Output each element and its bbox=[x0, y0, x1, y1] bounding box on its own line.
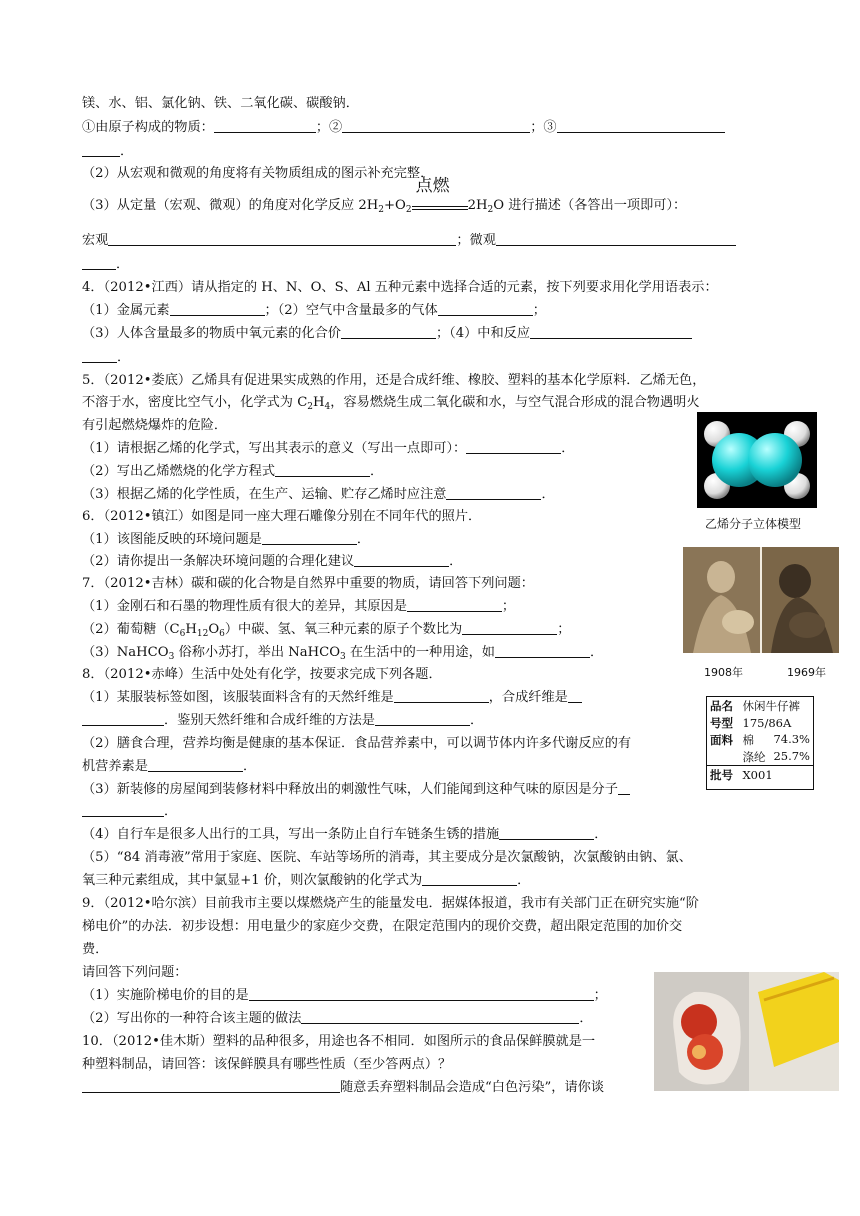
text-line bbox=[82, 440, 574, 457]
ethylene-molecule-icon bbox=[697, 412, 817, 508]
plastic-wrap-image bbox=[654, 972, 839, 1091]
fabric-percent: 25.7% bbox=[773, 748, 810, 763]
text: ，容易燃烧生成二氧化碳和水，与空气混合形成的混合物遇明火 bbox=[330, 395, 700, 410]
ethylene-caption: 乙烯分子立体模型 bbox=[705, 517, 802, 531]
answer-blank[interactable] bbox=[462, 621, 557, 635]
text-line: （2）膳食合理，营养均衡是健康的基本保证．食品营养素中，可以调节体内许多代谢反应的有 bbox=[82, 736, 632, 751]
text: 俗称小苏打，举出 NaHCO bbox=[174, 645, 340, 660]
answer-blank[interactable] bbox=[262, 531, 357, 545]
label-row bbox=[707, 731, 813, 748]
text: ； bbox=[501, 599, 516, 614]
text-line bbox=[82, 621, 570, 638]
text-line bbox=[82, 119, 725, 136]
answer-blank[interactable] bbox=[170, 302, 265, 316]
answer-blank[interactable] bbox=[82, 256, 116, 270]
subscript: 2 bbox=[307, 402, 314, 412]
text-line bbox=[82, 176, 687, 215]
text: ①由原子构成的物质： bbox=[82, 120, 214, 135]
text-line bbox=[82, 987, 607, 1004]
answer-blank[interactable] bbox=[108, 232, 456, 246]
answer-blank[interactable] bbox=[301, 1010, 579, 1024]
text: ． bbox=[590, 645, 604, 660]
text: （3）新装修的房屋闻到装修材料中释放出的刺激性气味，人们能闻到这种气味的原因是分子 bbox=[82, 782, 618, 797]
text: ；（4）中和反应 bbox=[435, 326, 531, 341]
answer-blank[interactable] bbox=[394, 689, 489, 703]
text-line bbox=[82, 872, 530, 889]
answer-blank[interactable] bbox=[375, 712, 470, 726]
question-5-stem: 5．（2012•娄底）乙烯具有促进果实成熟的作用，还是合成纤维、橡胶、塑料的基本化学原料．乙烯无色， bbox=[82, 373, 706, 388]
answer-blank[interactable] bbox=[499, 826, 594, 840]
text: （3）根据乙烯的化学性质，在生产、运输、贮存乙烯时应注意 bbox=[82, 487, 447, 502]
equal-sign bbox=[412, 206, 468, 210]
text: ；③ bbox=[530, 120, 557, 135]
answer-blank[interactable] bbox=[422, 872, 517, 886]
text: 宏观 bbox=[82, 233, 109, 248]
text: （2）请你提出一条解决环境问题的合理化建议 bbox=[82, 554, 355, 569]
text: （3）从定量（宏观、微观）的角度对化学反应 2H bbox=[82, 198, 379, 213]
text-line bbox=[82, 394, 700, 411]
text-line bbox=[82, 553, 462, 570]
text-line: （5）“84 消毒液”常用于家庭、医院、车站等场所的消毒，其主要成分是次氯酸钠，次氯酸钠由钠、氯、 bbox=[82, 850, 692, 865]
statue-year-right: 1969年 bbox=[787, 666, 826, 679]
fabric-name: 棉 bbox=[742, 732, 754, 747]
text-line bbox=[82, 531, 370, 548]
answer-blank[interactable] bbox=[275, 463, 370, 477]
text: ． bbox=[517, 873, 531, 888]
answer-blank[interactable] bbox=[407, 598, 502, 612]
text: （1）该图能反映的环境问题是 bbox=[82, 532, 262, 547]
text-line bbox=[82, 143, 133, 160]
text: 随意丢弃塑料制品会造成“白色污染”，请你谈 bbox=[340, 1080, 605, 1095]
text: ； bbox=[532, 303, 546, 318]
text: ． bbox=[579, 1011, 593, 1026]
label-key: 号型 bbox=[710, 715, 733, 730]
text-line: 费． bbox=[82, 942, 109, 957]
text: ；（2）空气中含量最多的气体 bbox=[264, 303, 438, 318]
answer-blank[interactable] bbox=[82, 349, 117, 363]
text: （2）写出你的一种符合该主题的做法 bbox=[82, 1011, 302, 1026]
text: （4）自行车是很多人出行的工具，写出一条防止自行车链条生锈的措施 bbox=[82, 827, 500, 842]
text: ． bbox=[164, 804, 178, 819]
text-line bbox=[82, 1010, 593, 1027]
answer-blank[interactable] bbox=[214, 119, 316, 133]
text-line bbox=[82, 712, 483, 729]
answer-blank[interactable] bbox=[82, 712, 164, 726]
question-9-stem: 9．（2012•哈尔滨）目前我市主要以煤燃烧产生的能量发电．据媒体报道，我市有关部门正在研究实施“阶 bbox=[82, 896, 699, 911]
text-line bbox=[82, 325, 692, 342]
answer-blank[interactable] bbox=[82, 143, 120, 157]
answer-blank[interactable] bbox=[341, 325, 436, 339]
text-line bbox=[82, 803, 177, 820]
text-line bbox=[82, 1079, 604, 1096]
text: ； bbox=[593, 988, 607, 1003]
label-key bbox=[707, 748, 740, 766]
text: 机营养素是 bbox=[82, 759, 148, 774]
label-row bbox=[707, 766, 813, 784]
text: O 进行描述（各答出一项即可）： bbox=[493, 198, 687, 213]
text: ． bbox=[561, 441, 575, 456]
text-line: 请回答下列问题： bbox=[82, 965, 188, 980]
text: （1）实施阶梯电价的目的是 bbox=[82, 988, 249, 1003]
clothing-label bbox=[706, 696, 814, 790]
text-line bbox=[82, 486, 555, 503]
answer-blank[interactable] bbox=[495, 644, 590, 658]
answer-blank[interactable] bbox=[568, 689, 582, 703]
statue-photo-image bbox=[683, 547, 839, 653]
question-10-stem: 10．（2012•佳木斯）塑料的品种很多，用途也各不相同．如图所示的食品保鲜膜就是一 bbox=[82, 1034, 596, 1049]
answer-blank[interactable] bbox=[249, 987, 594, 1001]
reaction-condition: 点燃 bbox=[415, 176, 450, 196]
text: （1）金属元素 bbox=[82, 303, 170, 318]
text: （2）葡萄糖（C bbox=[82, 622, 180, 637]
text: ，合成纤维是 bbox=[488, 690, 568, 705]
text: 氧三种元素组成，其中氯显+1 价，则次氯酸钠的化学式为 bbox=[82, 873, 423, 888]
statue-year-left: 1908年 bbox=[704, 666, 743, 679]
text: （3）人体含量最多的物质中氧元素的化合价 bbox=[82, 326, 341, 341]
subscript: 6 bbox=[219, 629, 225, 639]
text-line: （2）从宏观和微观的角度将有关物质组成的图示补充完整． bbox=[82, 166, 434, 181]
text-line bbox=[82, 232, 736, 249]
subscript: 12 bbox=[196, 629, 209, 639]
label-row bbox=[707, 697, 813, 714]
text-line bbox=[82, 826, 607, 843]
text: 在生活中的一种用途，如 bbox=[345, 645, 495, 660]
text-line bbox=[82, 302, 546, 319]
text: （1）请根据乙烯的化学式，写出其表示的意义（写出一点即可）： bbox=[82, 441, 467, 456]
subscript: 3 bbox=[340, 652, 346, 662]
text-line bbox=[82, 463, 383, 480]
label-key: 面料 bbox=[710, 732, 733, 747]
fabric-percent: 74.3% bbox=[773, 731, 810, 746]
answer-blank[interactable] bbox=[82, 1079, 340, 1093]
label-value: 休闲牛仔裤 bbox=[742, 698, 800, 713]
text: ． bbox=[541, 487, 555, 502]
text-line bbox=[82, 758, 256, 775]
text: ． bbox=[356, 532, 371, 547]
text-line bbox=[82, 598, 515, 615]
label-row bbox=[707, 714, 813, 731]
text: ． bbox=[117, 350, 131, 365]
text: ． bbox=[120, 144, 134, 159]
answer-blank[interactable] bbox=[82, 803, 164, 817]
text: O bbox=[208, 622, 220, 637]
question-7-stem: 7．（2012•吉林）碳和碳的化合物是自然界中重要的物质，请回答下列问题： bbox=[82, 576, 534, 591]
text: ． bbox=[242, 759, 257, 774]
label-value: 175/86A bbox=[742, 715, 792, 730]
text: ． bbox=[449, 554, 463, 569]
text: ； bbox=[557, 622, 571, 637]
answer-blank[interactable] bbox=[148, 758, 243, 772]
text: H bbox=[313, 395, 325, 410]
text: 2H bbox=[467, 198, 488, 213]
statue-photos bbox=[683, 547, 839, 653]
label-value bbox=[740, 731, 814, 748]
question-8-stem: 8．（2012•赤峰）生活中处处有化学，按要求完成下列各题． bbox=[82, 667, 442, 682]
question-6-stem: 6．（2012•镇江）如图是同一座大理石雕像分别在不同年代的照片． bbox=[82, 509, 482, 524]
label-key: 批号 bbox=[710, 767, 733, 782]
text: ． bbox=[470, 713, 484, 728]
text-line bbox=[82, 689, 582, 706]
text: ．鉴别天然纤维和合成纤维的方法是 bbox=[164, 713, 375, 728]
text: ． bbox=[594, 827, 608, 842]
answer-blank[interactable] bbox=[530, 325, 692, 339]
text: （2）写出乙烯燃烧的化学方程式 bbox=[82, 464, 276, 479]
text: ；微观 bbox=[456, 233, 496, 248]
text: （1）某服装标签如图，该服装面料含有的天然纤维是 bbox=[82, 690, 394, 705]
label-row bbox=[707, 748, 813, 766]
text-line: 有引起燃烧爆炸的危险． bbox=[82, 418, 228, 433]
clothing-label-table bbox=[707, 697, 813, 783]
reaction-arrow bbox=[412, 176, 468, 211]
label-value: X001 bbox=[742, 767, 773, 782]
subscript: 3 bbox=[168, 652, 175, 662]
subscript: 2 bbox=[487, 205, 494, 215]
subscript: 2 bbox=[405, 205, 412, 215]
answer-blank[interactable] bbox=[438, 302, 533, 316]
text: +O bbox=[383, 198, 406, 213]
fabric-name: 涤纶 bbox=[742, 749, 766, 764]
answer-blank[interactable] bbox=[557, 119, 725, 133]
plastic-wrap-photo bbox=[654, 972, 839, 1091]
text-line: 镁、水、铝、氯化钠、铁、二氧化碳、碳酸钠． bbox=[82, 96, 359, 111]
subscript: 4 bbox=[324, 402, 331, 412]
text: 不溶于水，密度比空气小，化学式为 C bbox=[82, 395, 308, 410]
text: ；② bbox=[315, 120, 343, 135]
text-line bbox=[82, 256, 129, 273]
text-line: 梯电价”的办法．初步设想：用电量少的家庭少交费，在限定范围内的现价交费，超出限定范围的加价交 bbox=[82, 919, 683, 934]
text: ）中碳、氢、氧三种元素的原子个数比为 bbox=[224, 622, 463, 637]
subscript: 2 bbox=[378, 205, 384, 215]
question-4-stem: 4．（2012•江西）请从指定的 H、N、O、S、Al 五种元素中选择合适的元素，按下列要求用化学用语表示： bbox=[82, 280, 718, 295]
text-line bbox=[82, 644, 603, 661]
subscript: 6 bbox=[179, 629, 186, 639]
label-key: 品名 bbox=[710, 698, 733, 713]
text: H bbox=[185, 622, 197, 637]
ethylene-model-image bbox=[697, 412, 817, 508]
text: ． bbox=[370, 464, 384, 479]
text-line: 种塑料制品，请回答：该保鲜膜具有哪些性质（至少答两点）？ bbox=[82, 1057, 452, 1072]
text: ． bbox=[116, 257, 130, 272]
answer-blank[interactable] bbox=[496, 232, 736, 246]
text-line bbox=[82, 349, 130, 366]
label-value bbox=[740, 748, 814, 766]
answer-blank[interactable] bbox=[354, 553, 449, 567]
answer-blank[interactable] bbox=[342, 119, 530, 133]
text: （3）NaHCO bbox=[82, 645, 169, 660]
answer-blank[interactable] bbox=[446, 486, 541, 500]
answer-blank[interactable] bbox=[618, 781, 630, 795]
text: （1）金刚石和石墨的物理性质有很大的差异，其原因是 bbox=[82, 599, 407, 614]
answer-blank[interactable] bbox=[466, 440, 561, 454]
text-line bbox=[82, 781, 630, 798]
